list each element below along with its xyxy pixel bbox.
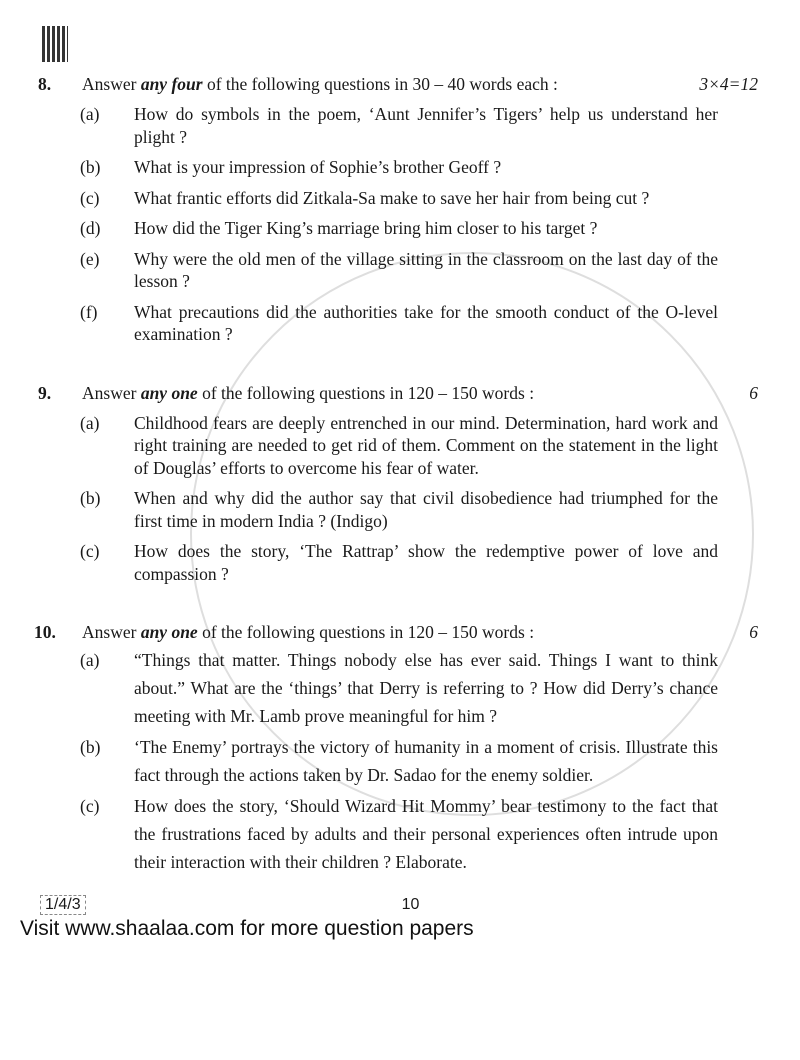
part-label: (c) [80, 541, 100, 561]
part-text: How did the Tiger King’s marriage bring him closer to his target ? [134, 218, 598, 238]
visit-banner: Visit www.shaalaa.com for more question papers [20, 917, 474, 940]
question-number: 10. [34, 622, 56, 642]
part-text: When and why did the author say that civil disobedience had triumphed for the first time in modern India ? (Indigo) [134, 488, 718, 531]
question-marks: 6 [749, 382, 758, 403]
part-text: Why were the old men of the village sitting in the classroom on the last day of the lesson ? [134, 248, 718, 291]
part-label: (c) [80, 187, 100, 208]
part-text: How does the story, ‘The Rattrap’ show the redemptive power of love and compassion ? [134, 541, 718, 584]
part-text: “Things that matter. Things nobody else has ever said. Things I want to think about.” What are the ‘things’ that Derry is referring to ? How did Derry’s chance meeting with Mr. Lamb prove meaningful for him ? [134, 650, 718, 726]
part-label: (e) [80, 248, 100, 269]
part-text: What is your impression of Sophie’s brother Geoff ? [134, 157, 502, 177]
question-marks: 6 [749, 622, 758, 642]
part-text: How does the story, ‘Should Wizard Hit Mommy’ bear testimony to the fact that the frustrations faced by adults and their personal experiences often intrude upon their interaction with their children ? Elaborate. [134, 796, 718, 872]
page-footer [0, 894, 800, 942]
question-instruction: Answer any four of the following questions in 30 – 40 words each : [82, 74, 558, 94]
question-number: 8. [38, 74, 52, 94]
question-number: 9. [38, 382, 52, 403]
part-label: (b) [80, 157, 101, 177]
page-number: 10 [401, 896, 420, 913]
question-instruction: Answer any one of the following questions in 120 – 150 words : [82, 382, 535, 403]
question-marks: 3×4=12 [699, 74, 758, 94]
question-9 [0, 382, 800, 586]
part-label: (b) [80, 737, 101, 757]
part-label: (d) [80, 218, 101, 238]
part-label: (f) [80, 301, 98, 322]
paper-code: 1/4/3 [40, 895, 86, 915]
part-label: (a) [80, 104, 100, 124]
part-label: (b) [80, 488, 101, 508]
part-label: (a) [80, 650, 100, 670]
question-8 [0, 73, 800, 346]
part-text: What precautions did the authorities take for the smooth conduct of the O-level examination ? [134, 301, 718, 344]
question-instruction: Answer any one of the following questions in 120 – 150 words : [82, 622, 535, 642]
part-text: ‘The Enemy’ portrays the victory of humanity in a moment of crisis. Illustrate this fact through the actions taken by Dr. Sadao for the enemy soldier. [134, 737, 718, 785]
part-label: (a) [80, 412, 100, 433]
part-label: (c) [80, 796, 100, 816]
part-text: How do symbols in the poem, ‘Aunt Jennifer’s Tigers’ help us understand her plight ? [134, 104, 718, 147]
part-text: What frantic efforts did Zitkala-Sa make to save her hair from being cut ? [134, 187, 650, 208]
part-text: Childhood fears are deeply entrenched in our mind. Determination, hard work and right training are needed to get rid of them. Comment on the statement in the light of Douglas’ efforts to overcome his fear of water. [134, 412, 718, 478]
question-10 [0, 621, 800, 876]
